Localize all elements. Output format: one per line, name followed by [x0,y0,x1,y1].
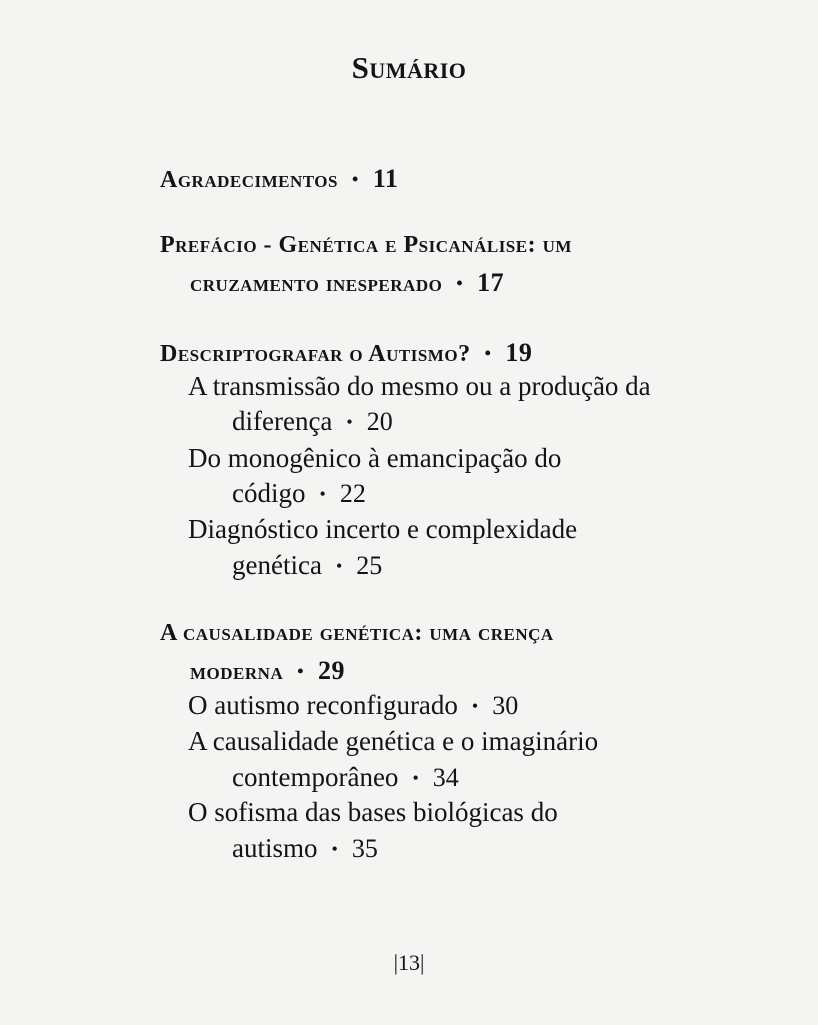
toc-entry-agradecimentos [160,164,398,194]
toc-entry-label: moderna [190,659,284,685]
toc-subentry-label: contemporâneo [232,762,399,792]
toc-subentry [188,726,598,757]
toc-entry-causalidade [160,620,554,647]
toc-page-number: 11 [372,164,399,193]
toc-entry-descriptografar [160,338,532,368]
toc-subentry-label: O sofisma das bases biológicas do [188,797,558,827]
toc-subentry [188,371,651,402]
toc-subentry-cont [232,406,393,437]
page-folio: |13| [393,950,425,975]
toc-subentry-cont [232,762,459,793]
toc-subentry [188,514,577,545]
toc-entry-causalidade-cont [190,656,345,686]
toc-page-number: 30 [492,691,519,720]
toc-entry-label: Prefácio - Genética e Psicanálise: um [160,232,572,258]
toc-page-number: 19 [505,338,533,367]
toc-page-number: 25 [356,551,383,580]
separator-dot: • [335,556,343,576]
toc-subentry-label: autismo [232,833,318,863]
toc-entry-label: Agradecimentos [160,167,338,193]
toc-page-number: 34 [432,763,459,792]
toc-subentry-label: genética [232,550,322,580]
toc-subentry-label: diferença [232,406,333,436]
toc-subentry-cont [232,550,382,581]
page-title: Sumário [351,50,467,85]
toc-subentry-label: Do monogênico à emancipação do [188,443,562,473]
separator-dot: • [484,343,492,363]
toc-subentry-cont [232,478,366,509]
separator-dot: • [352,169,359,189]
separator-dot: • [456,273,464,293]
toc-page-number: 20 [366,407,393,436]
toc-page-number: 17 [477,268,505,297]
toc-page-number: 22 [339,479,366,508]
toc-entry-label: A causalidade genética: uma crença [160,620,554,646]
toc-subentry-cont [232,833,378,864]
toc-entry-label: cruzamento inesperado [190,271,443,297]
toc-subentry-label: O autismo reconfigurado [188,690,458,720]
toc-entry-prefacio [160,232,572,259]
toc-subentry-label: A causalidade genética e o imaginário [188,726,599,756]
toc-entry-label: Descriptografar o Autismo? [160,341,471,367]
toc-page-number: 29 [318,656,346,685]
separator-dot: • [319,484,326,504]
toc-entry-prefacio-cont [190,268,504,298]
toc-subentry-label: Diagnóstico incerto e complexidade [188,514,578,544]
separator-dot: • [297,661,305,681]
toc-subentry [188,443,561,474]
toc-subentry [188,797,558,828]
separator-dot: • [331,839,338,859]
separator-dot: • [412,768,419,788]
toc-subentry-label: A transmissão do mesmo ou a produção da [188,371,651,401]
separator-dot: • [471,696,479,716]
toc-page-number: 35 [351,834,378,863]
toc-subentry-label: código [232,478,306,508]
toc-subentry [188,690,518,721]
separator-dot: • [346,412,353,432]
